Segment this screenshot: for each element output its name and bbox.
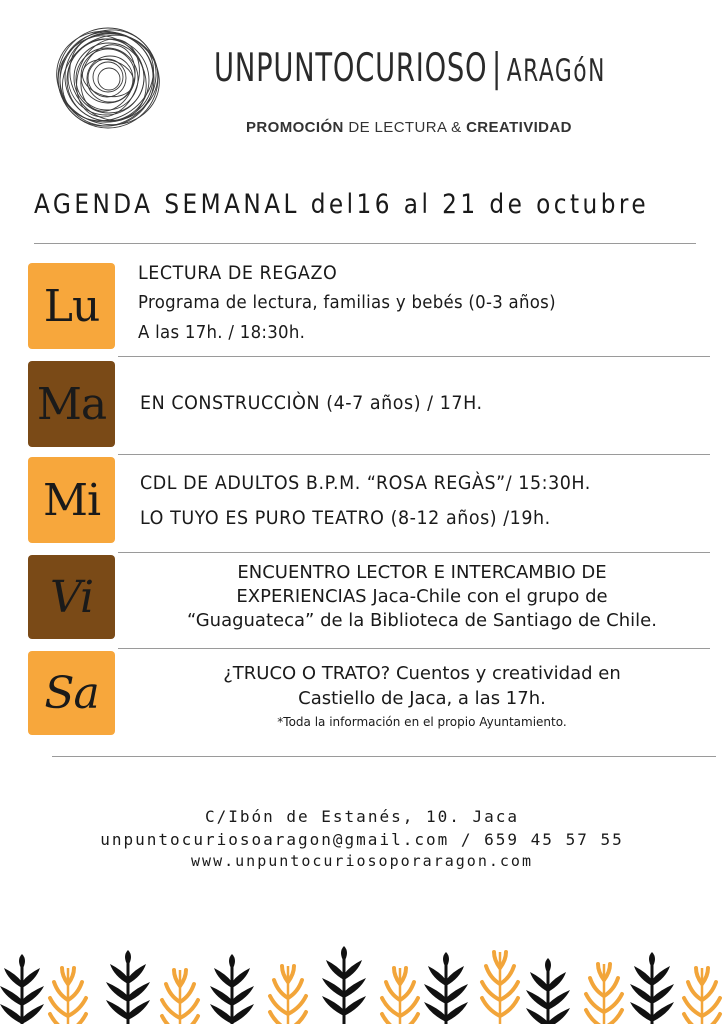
brand-separator: | xyxy=(492,46,503,91)
day-badge-mi: Mi xyxy=(28,457,115,543)
brand-title xyxy=(214,46,606,91)
divider xyxy=(118,356,710,357)
monday-title: LECTURA DE REGAZO xyxy=(138,262,338,284)
saturday-note: *Toda la información en el propio Ayuntamiento. xyxy=(277,715,567,729)
contact-website: www.unpuntocuriosoporaragon.com xyxy=(191,852,533,870)
tagline xyxy=(246,119,572,136)
day-badge-ma: Ma xyxy=(28,361,115,447)
divider xyxy=(118,648,710,649)
day-badge-lu: Lu xyxy=(28,263,115,349)
friday-line-1: ENCUENTRO LECTOR E INTERCAMBIO DE xyxy=(237,562,607,583)
tagline-part1: PROMOCIÓN xyxy=(246,119,344,136)
day-badge-vi: Vi xyxy=(28,555,115,639)
saturday-block xyxy=(122,661,722,733)
divider xyxy=(34,243,696,244)
saturday-line-2: Castiello de Jaca, a las 17h. xyxy=(298,688,546,709)
friday-line-3: “Guaguateca” de la Biblioteca de Santiago de Chile. xyxy=(187,610,657,631)
divider xyxy=(118,552,710,553)
friday-line-2: EXPERIENCIAS Jaca-Chile con el grupo de xyxy=(236,586,608,607)
saturday-line-1: ¿TRUCO O TRATO? Cuentos y creatividad en xyxy=(223,663,621,684)
divider xyxy=(52,756,716,757)
wednesday-line-2: LO TUYO ES PURO TEATRO (8-12 años) /19h. xyxy=(140,507,551,529)
brand-name: UNPUNTOCURIOSO xyxy=(214,46,488,91)
day-badge-sa: Sa xyxy=(28,651,115,735)
monday-line-3: A las 17h. / 18:30h. xyxy=(138,322,306,343)
monday-line-2: Programa de lectura, familias y bebés (0-3 años) xyxy=(138,292,556,313)
divider xyxy=(118,454,710,455)
contact-address: C/Ibón de Estanés, 10. Jaca xyxy=(204,807,520,826)
scribble-logo-icon xyxy=(52,22,164,134)
leaves-decoration-icon xyxy=(0,940,724,1024)
tuesday-line-1: EN CONSTRUCCIÒN (4-7 años) / 17H. xyxy=(140,392,483,414)
agenda-title: AGENDA SEMANAL del16 al 21 de octubre xyxy=(34,189,650,220)
tagline-part2: DE LECTURA & xyxy=(343,119,467,136)
contact-email-phone: unpuntocuriosoaragon@gmail.com / 659 45 57 55 xyxy=(100,830,624,849)
friday-block xyxy=(122,561,722,633)
wednesday-line-1: CDL DE ADULTOS B.P.M. “ROSA REGÀS”/ 15:30H. xyxy=(140,472,591,494)
brand-region: ARAGóN xyxy=(506,53,607,89)
tagline-part3: CREATIVIDAD xyxy=(466,119,572,136)
